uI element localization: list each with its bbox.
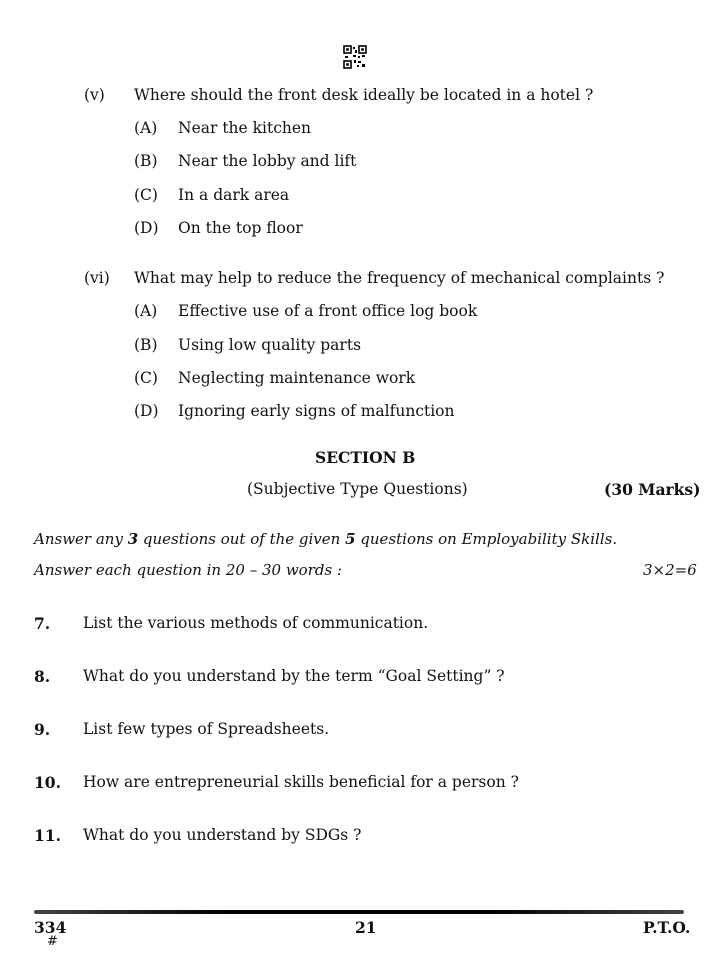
option-key: (B) (134, 152, 158, 170)
option-text: On the top floor (178, 219, 303, 237)
question-text: List few types of Spreadsheets. (83, 720, 330, 738)
question-text: How are entrepreneurial skills beneficial for a person ? (83, 773, 519, 791)
option-key: (C) (134, 369, 158, 387)
option-key: (D) (134, 219, 159, 237)
option-text: Using low quality parts (178, 336, 362, 354)
option-key: (B) (134, 336, 158, 354)
instruction-score: 3×2=6 (643, 561, 697, 579)
option-key: (D) (134, 402, 159, 420)
question-number: 7. (34, 614, 51, 633)
question-text-vi: What may help to reduce the frequency of mechanical complaints ? (134, 269, 665, 287)
pto-label: P.T.O. (643, 918, 691, 937)
instruction-line-2: Answer each question in 20 – 30 words : (34, 561, 342, 579)
page-number: 21 (355, 918, 377, 937)
question-number: 8. (34, 667, 51, 686)
question-number: 10. (34, 773, 61, 792)
option-key: (A) (134, 302, 158, 320)
question-label-vi: (vi) (84, 269, 110, 287)
option-text: Neglecting maintenance work (178, 369, 416, 387)
question-number: 9. (34, 720, 51, 739)
section-title: SECTION B (315, 448, 416, 467)
paper-code: 334 (34, 918, 67, 937)
question-text: List the various methods of communication. (83, 614, 429, 632)
qr-code-icon (343, 45, 367, 69)
section-marks: (30 Marks) (604, 480, 701, 499)
footer-divider (34, 910, 684, 914)
question-label-v: (v) (84, 86, 105, 104)
section-subtitle: (Subjective Type Questions) (247, 480, 468, 498)
option-text: Effective use of a front office log book (178, 302, 478, 320)
option-text: Ignoring early signs of malfunction (178, 402, 455, 420)
question-text-v: Where should the front desk ideally be located in a hotel ? (134, 86, 594, 104)
question-text: What do you understand by SDGs ? (83, 826, 362, 844)
question-text: What do you understand by the term “Goal Setting” ? (83, 667, 505, 685)
question-number: 11. (34, 826, 61, 845)
instruction-line-1: Answer any 3 questions out of the given 5 questions on Employability Skills. (34, 530, 618, 548)
paper-hash: # (47, 934, 58, 949)
option-key: (C) (134, 186, 158, 204)
option-text: Near the kitchen (178, 119, 312, 137)
option-text: Near the lobby and lift (178, 152, 357, 170)
option-key: (A) (134, 119, 158, 137)
option-text: In a dark area (178, 186, 290, 204)
